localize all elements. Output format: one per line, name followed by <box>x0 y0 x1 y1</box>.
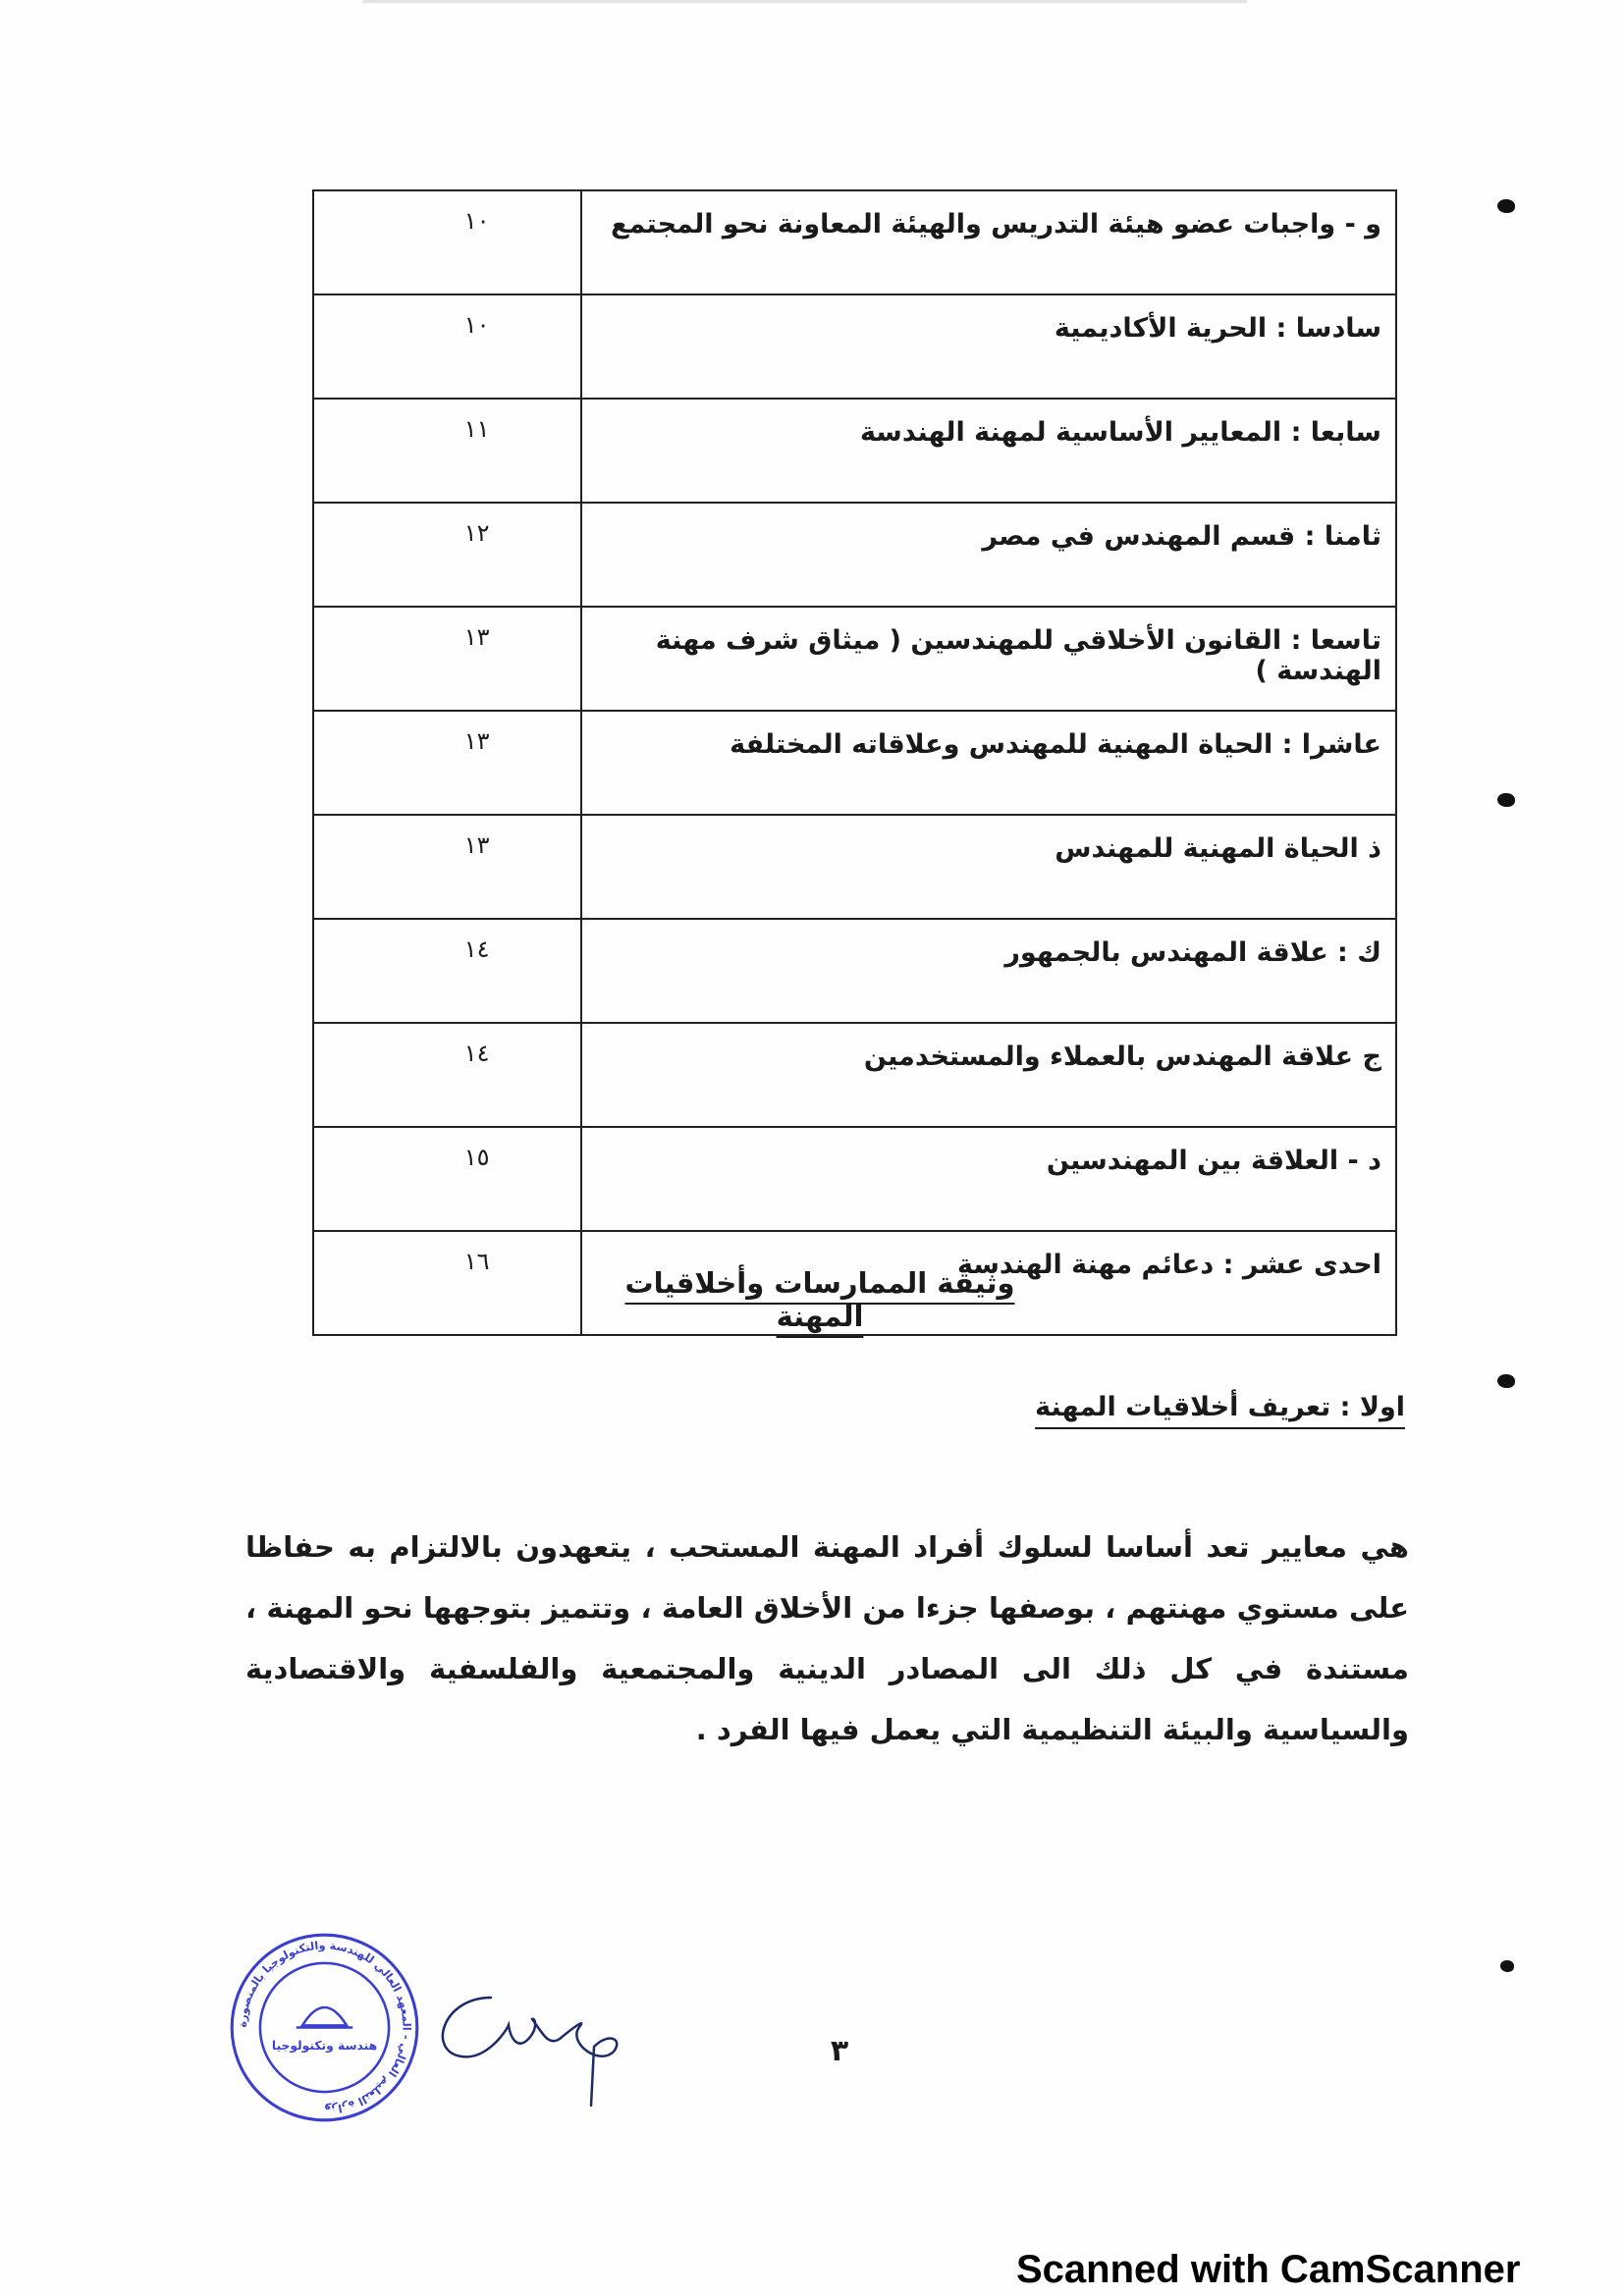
toc-entry-page: ١٣ <box>313 815 581 919</box>
toc-entry-title: ك : علاقة المهندس بالجمهور <box>581 919 1396 1023</box>
toc-row <box>313 503 1396 607</box>
toc-entry-page: ١٠ <box>313 294 581 399</box>
toc-entry-title: ثامنا : قسم المهندس في مصر <box>581 503 1396 607</box>
toc-row <box>313 190 1396 294</box>
table-of-contents <box>312 189 1397 1336</box>
scan-edge-line <box>363 0 1247 3</box>
toc-entry-page: ١٣ <box>313 711 581 815</box>
punch-hole-mark <box>1497 793 1515 807</box>
toc-entry-title: عاشرا : الحياة المهنية للمهندس وعلاقاته المختلفة <box>581 711 1396 815</box>
toc-row <box>313 919 1396 1023</box>
toc-entry-title: ذ الحياة المهنية للمهندس <box>581 815 1396 919</box>
handwritten-signature <box>422 1978 628 2115</box>
punch-hole-mark <box>1500 1960 1514 1972</box>
stamp-ring-text: وزارة التعليم العالي - المعهد العالي للهندسة والتكنولوجيا بالمنصورة <box>236 1939 413 2116</box>
toc-row <box>313 1127 1396 1231</box>
toc-row <box>313 607 1396 711</box>
toc-entry-page: ١٠ <box>313 190 581 294</box>
toc-entry-page: ١٢ <box>313 503 581 607</box>
toc-entry-page: ١٤ <box>313 1023 581 1127</box>
toc-row <box>313 294 1396 399</box>
stamp-emblem <box>302 2007 347 2025</box>
toc-row <box>313 399 1396 503</box>
definition-paragraph: هي معايير تعد أساسا لسلوك أفراد المهنة المستحب ، يتعهدون بالالتزام به حفاظا على مستوي مهنتهم ، بوصفها جزءا من الأخلاق العامة ، وتتميز بتوجهها نحو المهنة ، مستندة في كل ذلك الى المصادر الدينية والمجتمعية والفلسفية والاقتصادية والسياسية والبيئة التنظيمية التي يعمل فيها الفرد . <box>245 1530 1409 1746</box>
toc-row <box>313 815 1396 919</box>
toc-entry-page: ١١ <box>313 399 581 503</box>
section-heading: اولا : تعريف أخلاقيات المهنة <box>1035 1392 1405 1422</box>
official-stamp <box>224 1927 425 2128</box>
toc-entry-title: ج علاقة المهندس بالعملاء والمستخدمين <box>581 1023 1396 1127</box>
toc-entry-title: سابعا : المعايير الأساسية لمهنة الهندسة <box>581 399 1396 503</box>
punch-hole-mark <box>1497 199 1515 213</box>
camscanner-watermark: Scanned with CamScanner <box>1016 2248 1521 2291</box>
page-number: ٣ <box>830 2034 849 2068</box>
toc-entry-title: د - العلاقة بين المهندسين <box>581 1127 1396 1231</box>
document-title: وثيقة الممارسات وأخلاقيات المهنة <box>624 1266 1015 1333</box>
toc-entry-page: ١٣ <box>313 607 581 711</box>
stamp-inner-text: هندسة وتكنولوجيا <box>271 2039 378 2054</box>
toc-row <box>313 711 1396 815</box>
toc-entry-page: ١٤ <box>313 919 581 1023</box>
punch-hole-mark <box>1497 1374 1515 1388</box>
toc-entry-title: احدى عشر : دعائم مهنة الهندسة <box>581 1231 1396 1335</box>
toc-entry-page: ١٦ <box>313 1231 581 1335</box>
toc-entry-title: تاسعا : القانون الأخلاقي للمهندسين ( ميثاق شرف مهنة الهندسة ) <box>581 607 1396 711</box>
toc-entry-page: ١٥ <box>313 1127 581 1231</box>
toc-entry-title: و - واجبات عضو هيئة التدريس والهيئة المعاونة نحو المجتمع <box>581 190 1396 294</box>
toc-row <box>313 1023 1396 1127</box>
toc-entry-title: سادسا : الحرية الأكاديمية <box>581 294 1396 399</box>
